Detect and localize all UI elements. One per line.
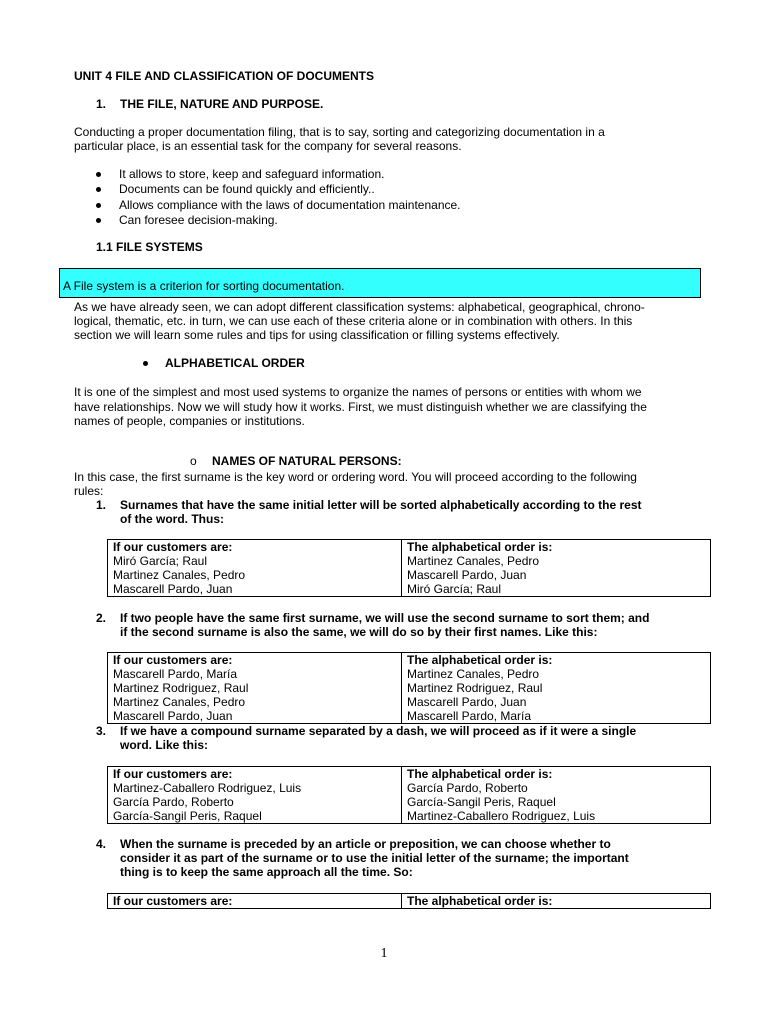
bullet-item: Can foresee decision-making. bbox=[119, 213, 278, 227]
rule-1-line-1: Surnames that have the same initial letter will be sorted alphabetically according to the rest bbox=[120, 498, 642, 512]
table-cell: García Pardo, Roberto bbox=[402, 781, 711, 795]
bullet-item: Documents can be found quickly and efficiently.. bbox=[119, 182, 375, 196]
section-1-1-title: 1.1 FILE SYSTEMS bbox=[96, 240, 203, 254]
table-header-customers: If our customers are: bbox=[108, 540, 402, 555]
table-row bbox=[108, 709, 711, 724]
table-row bbox=[108, 695, 711, 709]
alphabetical-paragraph-line: It is one of the simplest and most used systems to organize the names of persons or entities with whom we bbox=[74, 385, 642, 399]
table-header-order: The alphabetical order is: bbox=[402, 540, 711, 555]
table-row bbox=[108, 568, 711, 582]
table-cell: Mascarell Pardo, Juan bbox=[108, 582, 402, 597]
table-cell: Mascarell Pardo, Juan bbox=[402, 695, 711, 709]
rule-4-number: 4. bbox=[96, 837, 107, 851]
table-cell: García Pardo, Roberto bbox=[108, 795, 402, 809]
rule-4-table bbox=[107, 893, 711, 909]
table-cell: Martinez Canales, Pedro bbox=[108, 695, 402, 709]
page-number: 1 bbox=[380, 946, 388, 961]
rule-1-number: 1. bbox=[96, 498, 107, 512]
table-cell: Mascarell Pardo, Juan bbox=[402, 568, 711, 582]
file-systems-paragraph-line: section we will learn some rules and tips for using classification or filling systems effectively. bbox=[74, 328, 560, 342]
sub-bullet-marker: o bbox=[190, 454, 197, 468]
definition-highlight-box bbox=[59, 268, 701, 298]
table-row bbox=[108, 681, 711, 695]
table-row bbox=[108, 781, 711, 795]
table-cell: Mascarell Pardo, María bbox=[402, 709, 711, 724]
rule-4-line-1: When the surname is preceded by an article or preposition, we can choose whether to bbox=[120, 837, 611, 851]
table-header-customers: If our customers are: bbox=[108, 653, 402, 668]
rule-3-line-1: If we have a compound surname separated by a dash, we will proceed as if it were a single bbox=[120, 724, 637, 738]
bullet-item: Allows compliance with the laws of documentation maintenance. bbox=[119, 198, 461, 212]
table-cell: Martinez Canales, Pedro bbox=[402, 554, 711, 568]
table-header-row bbox=[108, 653, 711, 668]
table-cell: Miró García; Raul bbox=[108, 554, 402, 568]
table-cell: Martinez Rodriguez, Raul bbox=[402, 681, 711, 695]
rule-4-line-2: consider it as part of the surname or to use the initial letter of the surname; the important bbox=[120, 851, 629, 865]
table-row bbox=[108, 554, 711, 568]
rule-2-table bbox=[107, 652, 711, 724]
table-header-order: The alphabetical order is: bbox=[402, 653, 711, 668]
bullet-item: It allows to store, keep and safeguard information. bbox=[119, 167, 385, 181]
bullet-icon bbox=[96, 203, 101, 208]
table-cell: Martinez Rodriguez, Raul bbox=[108, 681, 402, 695]
definition-text: A File system is a criterion for sorting documentation. bbox=[63, 279, 345, 293]
section-1-number: 1. bbox=[96, 97, 107, 111]
table-header-row bbox=[108, 767, 711, 782]
unit-title: UNIT 4 FILE AND CLASSIFICATION OF DOCUMENTS bbox=[74, 69, 374, 83]
natural-persons-intro-line-1: In this case, the first surname is the key word or ordering word. You will proceed according to the following bbox=[74, 470, 637, 484]
table-row bbox=[108, 795, 711, 809]
section-1-intro-line-2: particular place, is an essential task for the company for several reasons. bbox=[74, 139, 462, 153]
table-cell: García-Sangil Peris, Raquel bbox=[402, 795, 711, 809]
bullet-icon bbox=[96, 218, 101, 223]
rule-3-number: 3. bbox=[96, 724, 107, 738]
rule-1-table bbox=[107, 539, 711, 597]
rule-2-line-1: If two people have the same first surname, we will use the second surname to sort them; and bbox=[120, 611, 650, 625]
alphabetical-paragraph-line: names of people, companies or institutions. bbox=[74, 414, 305, 428]
table-header-customers: If our customers are: bbox=[108, 767, 402, 782]
rule-3-table bbox=[107, 766, 711, 824]
section-1-title: THE FILE, NATURE AND PURPOSE. bbox=[120, 97, 324, 111]
table-cell: Martinez Canales, Pedro bbox=[108, 568, 402, 582]
rule-4-line-3: thing is to keep the same approach all the time. So: bbox=[120, 865, 413, 879]
bullet-icon bbox=[96, 172, 101, 177]
table-cell: Martinez-Caballero Rodriguez, Luis bbox=[108, 781, 402, 795]
rule-1-line-2: of the word. Thus: bbox=[120, 512, 224, 526]
table-cell: Mascarell Pardo, María bbox=[108, 667, 402, 681]
table-row bbox=[108, 809, 711, 824]
table-header-order: The alphabetical order is: bbox=[402, 894, 711, 909]
table-cell: Martinez Canales, Pedro bbox=[402, 667, 711, 681]
table-header-customers: If our customers are: bbox=[108, 894, 402, 909]
file-systems-paragraph-line: As we have already seen, we can adopt different classification systems: alphabetical, geographical, chrono- bbox=[74, 300, 645, 314]
table-header-order: The alphabetical order is: bbox=[402, 767, 711, 782]
section-1-intro-line-1: Conducting a proper documentation filing, that is to say, sorting and categorizing documentation in a bbox=[74, 125, 605, 139]
bullet-icon bbox=[96, 187, 101, 192]
table-header-row bbox=[108, 894, 711, 909]
natural-persons-intro-line-2: rules: bbox=[74, 484, 104, 498]
rule-2-line-2: if the second surname is also the same, we will do so by their first names. Like this: bbox=[120, 625, 598, 639]
rule-3-line-2: word. Like this: bbox=[120, 738, 209, 752]
table-cell: García-Sangil Peris, Raquel bbox=[108, 809, 402, 824]
table-header-row bbox=[108, 540, 711, 555]
table-row bbox=[108, 667, 711, 681]
table-cell: Miró García; Raul bbox=[402, 582, 711, 597]
alphabetical-order-title: ALPHABETICAL ORDER bbox=[165, 356, 305, 370]
table-row bbox=[108, 582, 711, 597]
natural-persons-title: NAMES OF NATURAL PERSONS: bbox=[212, 454, 402, 468]
file-systems-paragraph-line: logical, thematic, etc. in turn, we can use each of these criteria alone or in combination with others. In this bbox=[74, 314, 633, 328]
rule-2-number: 2. bbox=[96, 611, 107, 625]
table-cell: Martinez-Caballero Rodriguez, Luis bbox=[402, 809, 711, 824]
table-cell: Mascarell Pardo, Juan bbox=[108, 709, 402, 724]
bullet-icon bbox=[143, 361, 148, 366]
alphabetical-paragraph-line: have relationships. Now we will study how it works. First, we must distinguish whether we are classifying the bbox=[74, 400, 647, 414]
